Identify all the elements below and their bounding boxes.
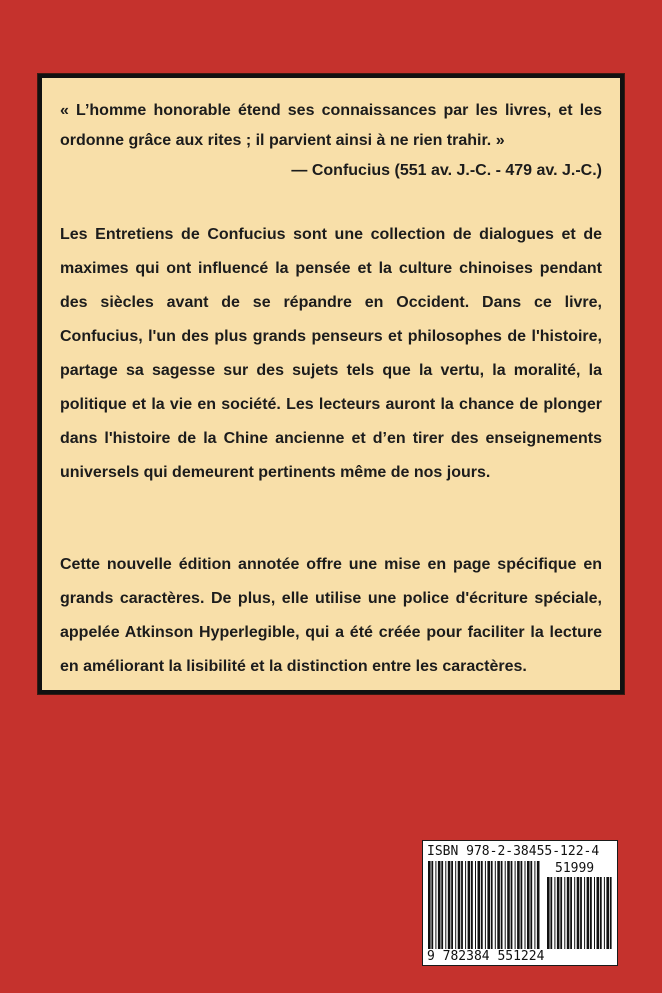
barcode-bar [445,861,446,949]
barcode-bar [550,877,552,949]
barcode-bar [485,861,486,949]
barcode-bar [567,877,570,949]
quote-attribution: — Confucius (551 av. J.-C. - 479 av. J.-C.) [291,162,602,179]
confucius-quote: « L’homme honorable étend ses connaissances par les livres, et les ordonne grâce aux rites ; il parvient ainsi à ne rien trahir. » [60,102,602,149]
barcode-bar [554,877,555,949]
barcode-bar [435,861,436,949]
barcode-bar [495,861,496,949]
barcode-bar [428,861,431,949]
barcode-bar [475,861,476,949]
description-paragraph-1: Les Entretiens de Confucius sont une collection de dialogues et de maximes qui ont influencé la pensée et la culture chinoises pendant des siècles avant de se répandre en Occident. Dans ce livre, Confucius, l'un des plus grands penseurs et philosophes de l'histoire, partage sa sagesse sur des sujets tels que la vertu, la moralité, la politique et la vie en société. Les lecteurs auront la chance de plonger dans l'histoire de la Chine ancienne et d’en tirer des enseignements universels qui demeurent pertinents même de nos jours. [60,226,602,481]
barcode-bar [515,861,516,949]
barcode-bar [574,877,575,949]
barcode-bar [491,861,493,949]
barcode-bar [465,861,466,949]
barcode-bar [604,877,605,949]
barcode-bar [461,861,463,949]
barcode-bar [534,861,535,949]
barcode-bar [525,861,526,949]
barcode-bar [438,861,441,949]
barcode-bar [451,861,453,949]
barcode-bar [577,877,580,949]
barcode-bar [537,861,540,949]
barcode-bar [481,861,483,949]
barcode-bar [564,877,565,949]
barcode-bar [517,861,520,949]
addon-bars [547,877,613,949]
barcode-bar [597,877,600,949]
barcode-bar [478,861,481,949]
barcode-bar [590,877,592,949]
barcode-bar [584,877,585,949]
barcode-bar [527,861,530,949]
isbn-barcode [422,840,618,966]
barcode-bar [501,861,503,949]
barcode-bar [455,861,456,949]
barcode-bar [606,877,609,949]
barcode-bar [587,877,590,949]
barcode-bar [547,877,550,949]
barcode-bar [468,861,471,949]
barcode-bar [570,877,572,949]
barcode-bar [530,861,532,949]
ean13-bars [428,861,540,949]
barcode-bar [594,877,595,949]
description-paragraph-2: Cette nouvelle édition annotée offre une mise en page spécifique en grands caractères. De plus, elle utilise une police d'écriture spéciale, appelée Atkinson Hyperlegible, qui a été créée pour faciliter la lecture en améliorant la lisibilité et la distinction entre les caractères. [60,556,602,675]
barcode-bar [610,877,612,949]
barcode-bar [497,861,500,949]
barcode-bar [511,861,513,949]
back-cover-text-panel [38,74,624,694]
barcode-bar [507,861,510,949]
barcode-bar [557,877,560,949]
barcode-bar [471,861,473,949]
barcode-bar [448,861,451,949]
barcode-bar [431,861,433,949]
barcode-bar [580,877,582,949]
isbn-label: ISBN 978-2-38455-122-4 [427,844,600,859]
barcode-bar [487,861,490,949]
ean13-digits: 9 782384 551224 [427,949,545,964]
barcode-bar [505,861,506,949]
barcode-bar [521,861,523,949]
addon-digits: 51999 [555,861,595,876]
barcode-bar [560,877,562,949]
barcode-bar [458,861,461,949]
barcode-bar [600,877,602,949]
barcode-bar [441,861,443,949]
